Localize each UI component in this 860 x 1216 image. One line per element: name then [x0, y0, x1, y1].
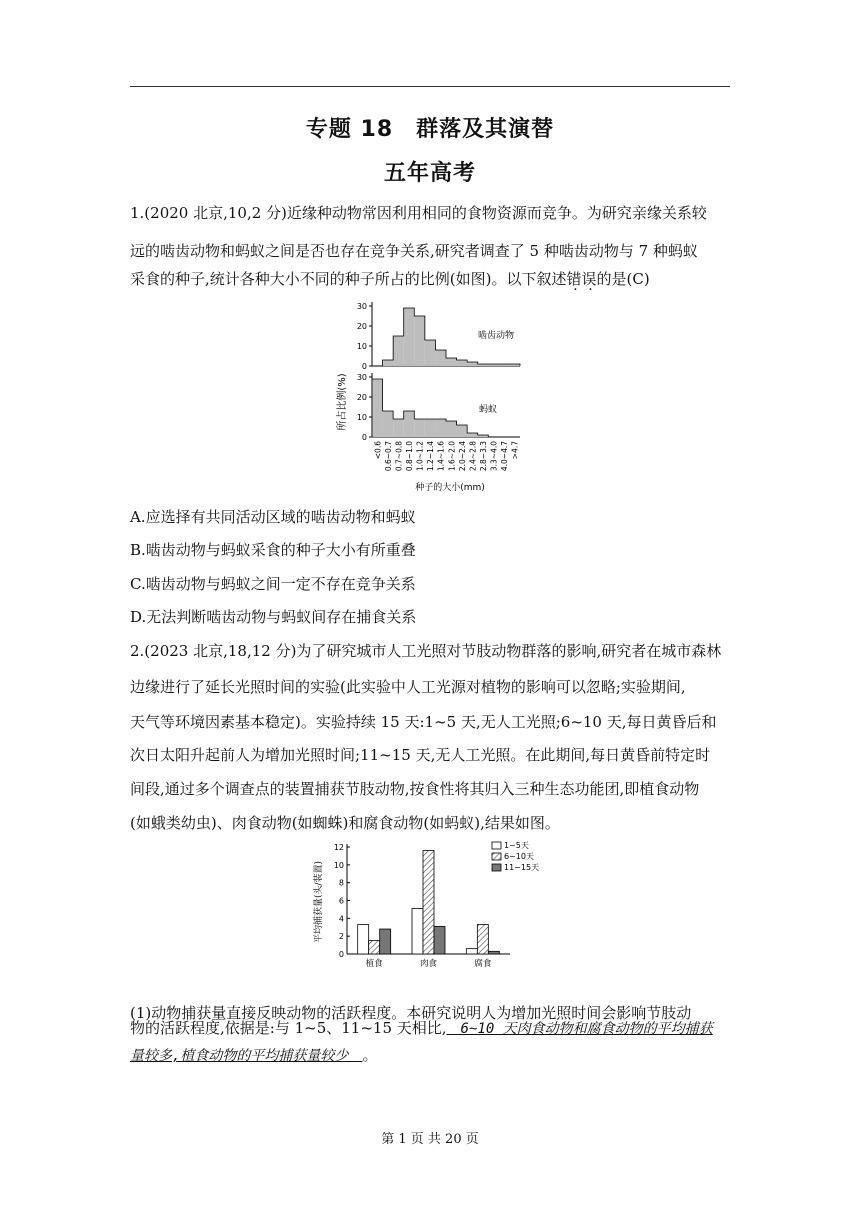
- x-tick-label: <0.6: [373, 441, 383, 460]
- q2-sub1-line-2-pre: 物的活跃程度,依据是:与 1~5、11~15 天相比,: [130, 1019, 447, 1037]
- y-axis-label: 平均捕获量(头/装置): [314, 860, 324, 944]
- histogram-bar: [425, 340, 436, 366]
- bar: [412, 909, 423, 954]
- bar: [358, 925, 369, 954]
- bar: [434, 926, 445, 954]
- histogram-bar: [467, 433, 478, 437]
- y-tick-label: 2: [338, 932, 344, 942]
- x-axis-label: 种子的大小(mm): [415, 483, 485, 493]
- y-tick-label: 4: [338, 914, 344, 924]
- histogram-bar: [457, 360, 468, 366]
- q2-line-5: 间段,通过多个调查点的装置捕获节肢动物,按食性将其归入三种生态功能团,即植食动物: [130, 780, 700, 798]
- y-tick-label: 30: [356, 302, 367, 311]
- x-tick-label: 0.8~1.0: [405, 441, 414, 472]
- q2-line-4: 次日太阳升起前人为增加光照时间;11~15 天,无人工光照。在此期间,每日黄昏前特定时: [130, 746, 711, 764]
- histogram-bar: [383, 360, 394, 366]
- y-tick-label: 0: [361, 433, 367, 442]
- histogram-bar: [404, 411, 415, 437]
- y-tick-label: 0: [361, 362, 367, 371]
- histogram-bar: [467, 362, 478, 366]
- answer-text-part-2: 量较多,植食动物的平均捕获量较少: [130, 1048, 363, 1064]
- x-tick-label: 1.6~2.0: [447, 441, 457, 472]
- emphasis-char-1: 错: [566, 270, 582, 288]
- histogram-bar: [372, 379, 383, 437]
- x-tick-label: 1.4~1.6: [436, 441, 446, 472]
- histogram-bar: [457, 425, 468, 437]
- option-d: D.无法判断啮齿动物与蚂蚁间存在捕食关系: [130, 608, 417, 626]
- q2-line-1: 2.(2023 北京,18,12 分)为了研究城市人工光照对节肢动物群落的影响,研究者在城市森林: [130, 642, 722, 660]
- series-label: 蚂蚁: [478, 405, 498, 415]
- y-tick-label: 10: [356, 342, 367, 351]
- q2-line-6: (如蛾类幼虫)、肉食动物(如蜘蛛)和腐食动物(如蚂蚁),结果如图。: [130, 814, 560, 832]
- x-tick-label: >4.7: [510, 441, 520, 460]
- x-tick-label: 腐食: [474, 959, 492, 969]
- histogram-bar: [414, 316, 425, 366]
- y-axis-label: 所占比例(%): [337, 373, 348, 431]
- option-a: A.应选择有共同活动区域的啮齿动物和蚂蚁: [130, 508, 416, 526]
- y-tick-label: 12: [333, 843, 344, 852]
- page-title: 专题 18 群落及其演替: [305, 117, 555, 142]
- histogram-bar: [404, 308, 415, 366]
- histogram-bar: [393, 419, 404, 437]
- y-tick-label: 10: [356, 413, 367, 422]
- header-rule: [130, 86, 730, 87]
- legend-swatch: [492, 864, 501, 871]
- x-tick-label: 2.8~3.3: [479, 441, 488, 472]
- series-label: 啮齿动物: [477, 331, 515, 341]
- histogram-bar: [435, 350, 446, 366]
- bar: [380, 929, 391, 954]
- bar: [488, 951, 499, 954]
- bar: [369, 941, 380, 954]
- y-tick-label: 30: [356, 373, 367, 382]
- q2-sub1-line-2: [130, 1018, 713, 1039]
- page-footer: 第 1 页 共 20 页: [381, 1132, 479, 1147]
- answer-text-part-1: 6~10 天肉食动物和腐食动物的平均捕获: [446, 1021, 713, 1037]
- q1-line-3-pre: 采食的种子,统计各种大小不同的种子所占的比例(如图)。以下叙述: [130, 270, 567, 288]
- histogram-bar: [383, 411, 394, 437]
- answer-end-mark: 。: [362, 1046, 378, 1064]
- bar: [477, 925, 488, 954]
- section-title: 五年高考: [383, 161, 476, 186]
- x-tick-label: 4.0~4.7: [500, 441, 510, 472]
- capture-bar-chart: [305, 838, 560, 970]
- y-tick-label: 8: [338, 878, 344, 888]
- y-tick-label: 10: [333, 860, 344, 870]
- y-tick-label: 20: [356, 393, 367, 402]
- q1-line-3-post: 的是(C): [596, 270, 650, 288]
- legend-swatch: [492, 853, 501, 860]
- q2-sub1-line-1: (1)动物捕获量直接反映动物的活跃程度。本研究说明人为增加光照时间会影响节肢动: [130, 1004, 692, 1022]
- legend-label: 11~15天: [504, 863, 540, 872]
- legend-label: 1~5天: [504, 841, 529, 850]
- q2-line-3: 天气等环境因素基本稳定)。实验持续 15 天:1~5 天,无人工光照;6~10 天,每日黄昏后和: [130, 713, 717, 731]
- histogram-bar: [414, 419, 425, 437]
- bar: [466, 949, 477, 954]
- histogram-bar: [446, 358, 457, 366]
- q1-line-2: 远的啮齿动物和蚂蚁之间是否也存在竞争关系,研究者调查了 5 种啮齿动物与 7 种蚂蚁: [130, 242, 698, 260]
- seed-size-histogram: [330, 292, 540, 494]
- q1-line-3: [130, 269, 650, 289]
- legend-label: 6~10天: [504, 852, 534, 861]
- histogram-bar: [446, 421, 457, 437]
- option-c: C.啮齿动物与蚂蚁之间一定不存在竞争关系: [130, 575, 416, 593]
- x-tick-label: 植食: [365, 959, 383, 969]
- x-tick-label: 肉食: [419, 959, 438, 969]
- option-b: B.啮齿动物与蚂蚁采食的种子大小有所重叠: [130, 541, 416, 559]
- x-tick-label: 0.7~0.8: [394, 441, 404, 472]
- y-tick-label: 20: [356, 322, 367, 331]
- x-tick-label: 3.3~4.0: [489, 441, 499, 472]
- x-tick-label: 0.6~0.7: [383, 441, 393, 472]
- y-tick-label: 6: [338, 896, 344, 906]
- x-tick-label: 1.0~1.2: [415, 441, 425, 472]
- histogram-bar: [435, 419, 446, 437]
- histogram-bar: [393, 336, 404, 366]
- x-tick-label: 2.0~2.4: [457, 441, 467, 472]
- bar: [423, 851, 434, 954]
- q2-sub1-line-3: [130, 1045, 377, 1066]
- q2-line-2: 边缘进行了延长光照时间的实验(此实验中人工光源对植物的影响可以忽略;实验期间,: [130, 678, 686, 696]
- x-tick-label: 2.4~2.8: [468, 441, 478, 472]
- legend-swatch: [492, 842, 501, 849]
- emphasis-char-2: 误: [581, 270, 597, 288]
- x-tick-label: 1.2~1.4: [426, 441, 436, 472]
- y-tick-label: 0: [338, 950, 344, 959]
- histogram-bar: [425, 419, 436, 437]
- q1-line-1: 1.(2020 北京,10,2 分)近缘种动物常因利用相同的食物资源而竞争。为研究亲缘关系较: [130, 204, 707, 222]
